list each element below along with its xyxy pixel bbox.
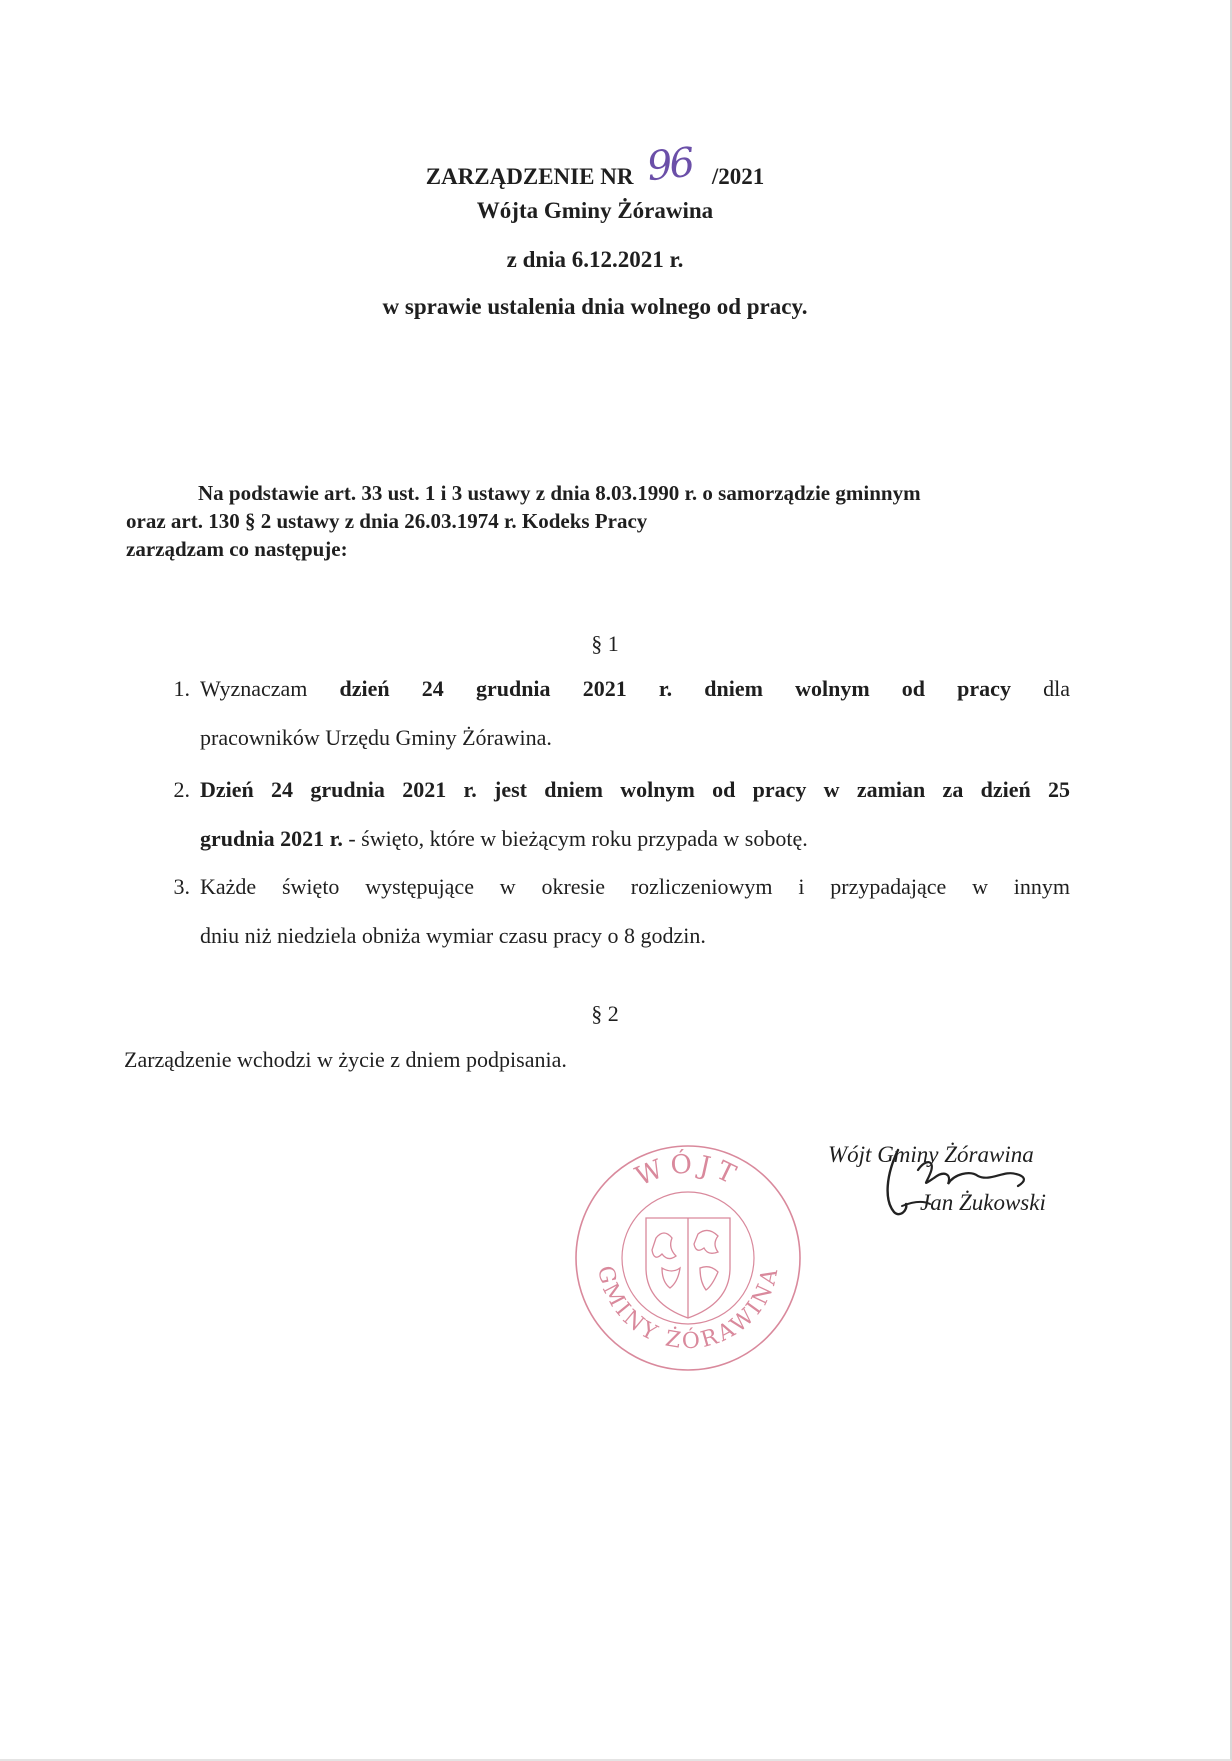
list-number: 3. (173, 874, 190, 899)
signature-name: Jan Żukowski (920, 1190, 1046, 1215)
legal-basis-line-3: zarządzam co następuje: (126, 537, 348, 561)
text-run: Wyznaczam (200, 676, 340, 701)
official-stamp (568, 1138, 808, 1378)
list-line: dniu niż niedziela obniża wymiar czasu pracy o 8 godzin. (200, 923, 706, 948)
legal-basis-line-2: oraz art. 130 § 2 ustawy z dnia 26.03.1974 r. Kodeks Pracy (126, 509, 648, 533)
bold-run: dzień 24 grudnia 2021 r. dniem wolnym od pracy (339, 676, 1011, 701)
title-suffix: /2021 (711, 164, 765, 189)
section-1-heading: § 1 (591, 631, 619, 656)
list-text (200, 664, 1070, 762)
list-line: Dzień 24 grudnia 2021 r. jest dniem wolnym od pracy w zamian za dzień 25 (200, 777, 1070, 802)
date-line: z dnia 6.12.2021 r. (506, 247, 684, 272)
section-2-text: Zarządzenie wchodzi w życie z dniem podpisania. (124, 1047, 567, 1072)
list-text (200, 765, 1070, 863)
list-line: pracowników Urzędu Gminy Żórawina. (200, 725, 552, 750)
stamp-text-top: WÓJT (631, 1149, 746, 1193)
document-title (0, 139, 1190, 194)
list-number: 2. (173, 777, 190, 802)
list-line (200, 826, 808, 851)
bold-run: grudnia 2021 r. (200, 826, 343, 851)
section-2-heading: § 2 (591, 1001, 619, 1026)
list-number: 1. (173, 676, 190, 701)
list-text (200, 862, 1070, 960)
stamp-text-bottom: GMINY ŻÓRAWINA (592, 1263, 784, 1355)
handwritten-number: 96 (644, 139, 695, 191)
coat-of-arms-icon (646, 1218, 730, 1318)
text-run: - święto, które w bieżącym roku przypada w sobotę. (342, 826, 808, 851)
subject-line: w sprawie ustalenia dnia wolnego od pracy. (382, 294, 808, 319)
list-line: Każde święto występujące w okresie rozliczeniowym i przypadające w innym (200, 874, 1070, 899)
issuer-line: Wójta Gminy Żórawina (476, 198, 714, 223)
list-line (200, 664, 1070, 713)
text-run: dla (1010, 676, 1070, 701)
handwritten-signature (878, 1140, 1048, 1230)
title-prefix: ZARZĄDZENIE NR (425, 164, 634, 189)
signature-title: Wójt Gminy Żórawina (828, 1142, 1034, 1167)
legal-basis-line-1: Na podstawie art. 33 ust. 1 i 3 ustawy z dnia 8.03.1990 r. o samorządzie gminnym (198, 481, 921, 505)
